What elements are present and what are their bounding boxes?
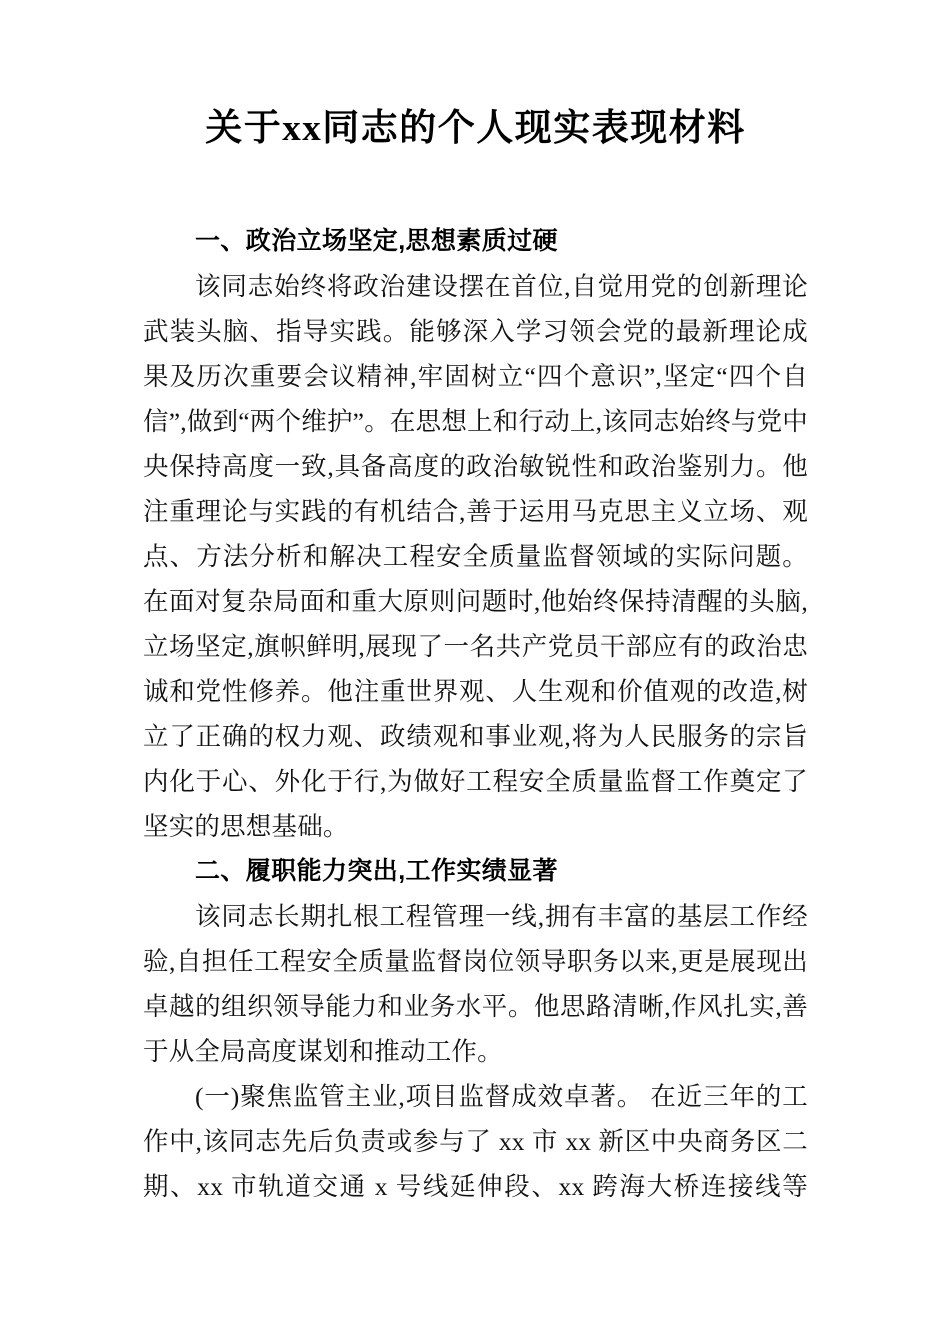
section-1-paragraph-1: 该同志始终将政治建设摆在首位,自觉用党的创新理论武装头脑、指导实践。能够深入学习领会党的最新理论成果及历次重要会议精神,牢固树立“四个意识”,坚定“四个自信”,做到“两个维护”。在思想上和行动上,该同志始终与党中央保持高度一致,具备高度的政治敏锐性和政治鉴别力。他注重理论与实践的有机结合,善于运用马克思主义立场、观点、方法分析和解决工程安全质量监督领域的实际问题。在面对复杂局面和重大原则问题时,他始终保持清醒的头脑,立场坚定,旗帜鲜明,展现了一名共产党员干部应有的政治忠诚和党性修养。他注重世界观、人生观和价值观的改造,树立了正确的权力观、政绩观和事业观,将为人民服务的宗旨内化于心、外化于行,为做好工程安全质量监督工作奠定了坚实的思想基础。 [143, 272, 808, 841]
section-heading-2: 二、履职能力突出,工作实绩显著 [195, 857, 558, 885]
section-2-paragraph-2: (一)聚焦监管主业,项目监督成效卓著。 在近三年的工作中,该同志先后负责或参与了 xx 市 xx 新区中央商务区二期、xx 市轨道交通 x 号线延伸段、xx 跨海大桥连接线等 [143, 1082, 808, 1201]
document-body [143, 0, 808, 1209]
page-title: 关于xx同志的个人现实表现材料 [205, 108, 746, 149]
section-heading-1: 一、政治立场坚定,思想素质过硬 [195, 227, 558, 255]
title-spacer [143, 147, 808, 219]
section-2-paragraph-1: 该同志长期扎根工程管理一线,拥有丰富的基层工作经验,自担任工程安全质量监督岗位领导职务以来,更是展现出卓越的组织领导能力和业务水平。他思路清晰,作风扎实,善于从全局高度谋划和推动工作。 [143, 902, 808, 1066]
